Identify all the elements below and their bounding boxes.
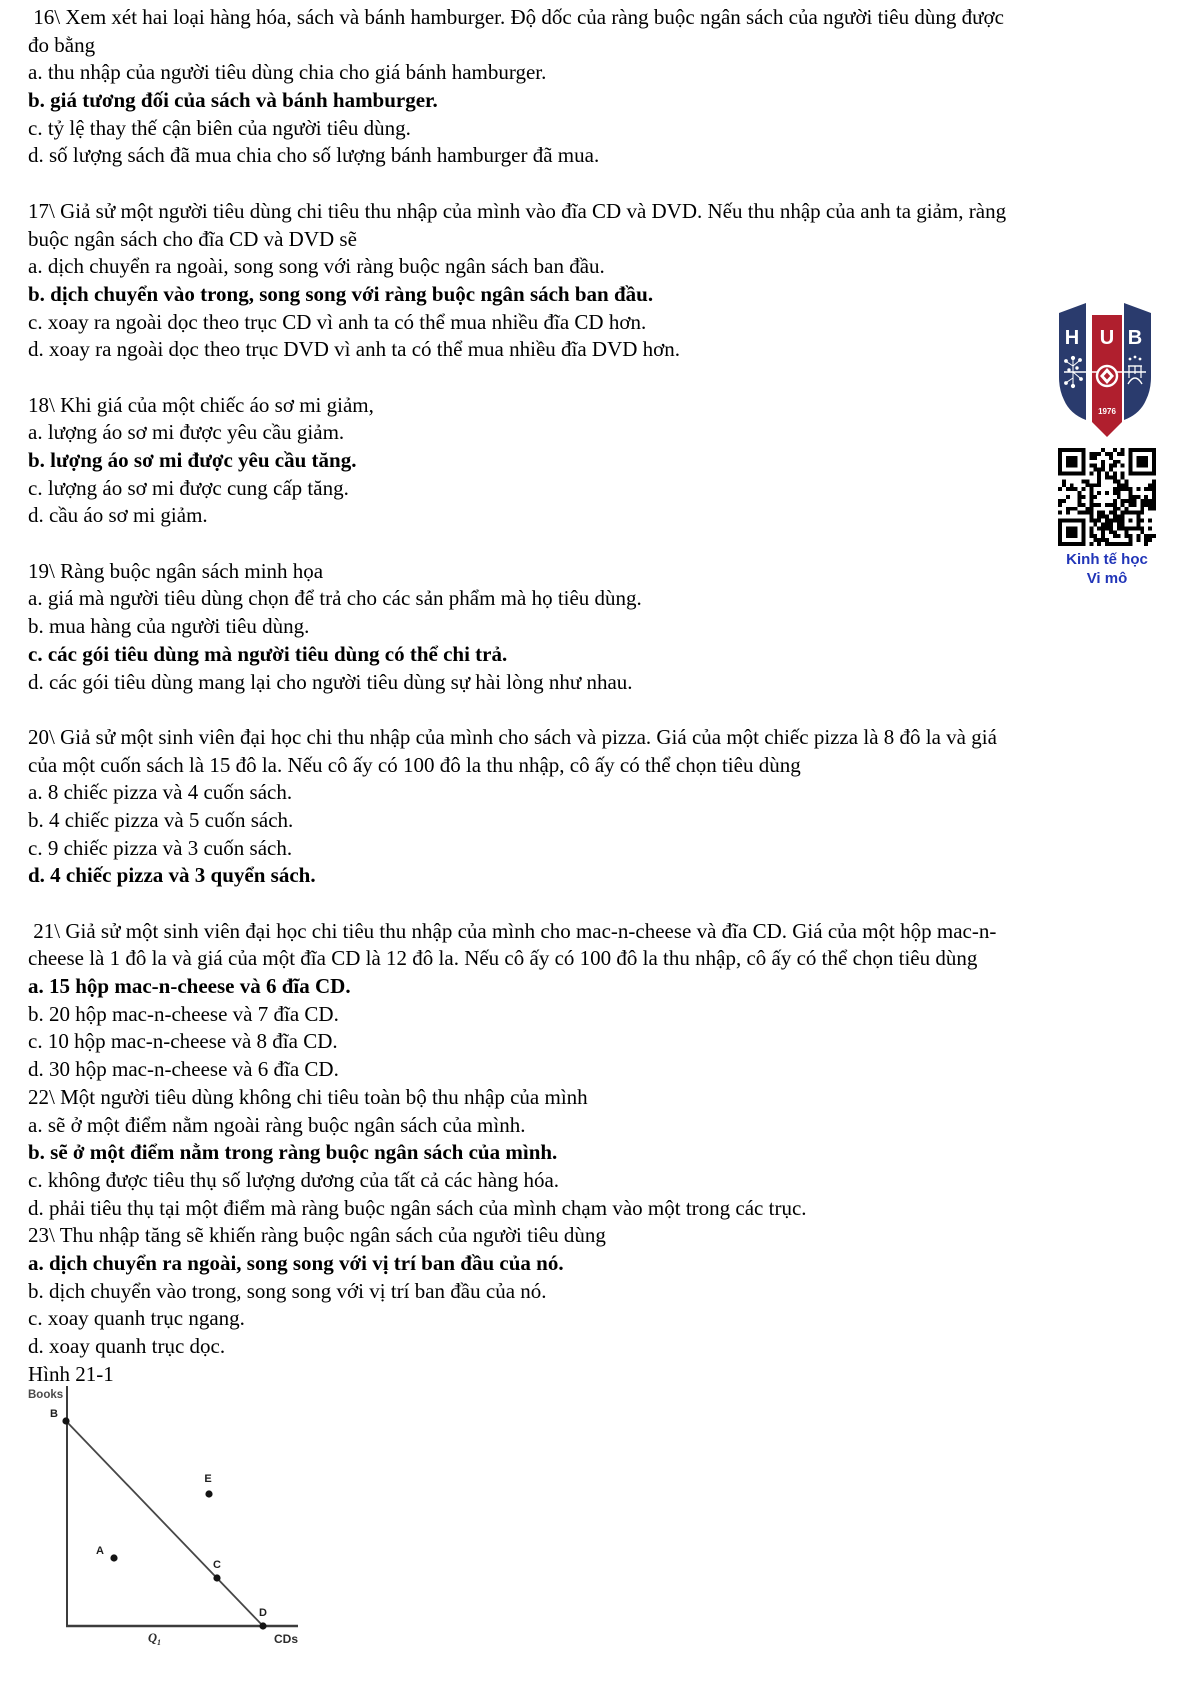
question-line: d. 30 hộp mac-n-cheese và 6 đĩa CD. — [28, 1057, 339, 1082]
question-line: a. lượng áo sơ mi được yêu cầu giảm. — [28, 420, 345, 445]
question-line: a. thu nhập của người tiêu dùng chia cho giá bánh hamburger. — [28, 60, 547, 85]
logo-letter-h: H — [1064, 327, 1080, 349]
question-line: d. xoay quanh trục dọc. — [28, 1334, 226, 1358]
answer-line-bold: a. dịch chuyển ra ngoài, song song với vị trí ban đầu của nó. — [28, 1250, 564, 1275]
question-line: c. xoay quanh trục ngang. — [28, 1306, 245, 1331]
figure-x-tick: $Q_1$ — [148, 1631, 162, 1647]
figure-xlabel: CDs — [274, 1632, 299, 1646]
question-line: c. lượng áo sơ mi được cung cấp tăng. — [28, 475, 349, 500]
figure-ylabel: Books — [28, 1389, 64, 1401]
question-line: a. sẽ ở một điểm nằm ngoài ràng buộc ngân sách của mình. — [28, 1112, 526, 1137]
answer-line-bold: b. lượng áo sơ mi được yêu cầu tăng. — [28, 448, 357, 472]
figure-point-label-d: D — [259, 1607, 267, 1619]
figure-point-b — [62, 1417, 69, 1424]
question-line: d. các gói tiêu dùng mang lại cho người tiêu dùng sự hài lòng như nhau. — [28, 669, 633, 694]
figure-point-label-b: B — [50, 1408, 58, 1420]
figure-point-c — [213, 1574, 220, 1581]
question-line: b. dịch chuyển vào trong, song song với vị trí ban đầu của nó. — [28, 1278, 547, 1303]
question-block — [28, 4, 1183, 170]
question-line: 18\ Khi giá của một chiếc áo sơ mi giảm, — [28, 392, 374, 417]
question-line: b. 4 chiếc pizza và 5 cuốn sách. — [28, 807, 294, 832]
question-line: c. xoay ra ngoài dọc theo trục CD vì anh ta có thể mua nhiều đĩa CD hơn. — [28, 309, 647, 334]
answer-line-bold: b. sẽ ở một điểm nằm trong ràng buộc ngân sách của mình. — [28, 1140, 558, 1165]
brand-caption-subject: Kinh tế học — [1066, 551, 1148, 568]
answer-line-bold: b. giá tương đối của sách và bánh hamburger. — [28, 88, 438, 113]
logo-letter-u: U — [1099, 327, 1115, 349]
question-line: đo bằng — [28, 32, 96, 57]
brand-caption-course: Vi mô — [1086, 570, 1128, 587]
logo-year: 1976 — [1098, 407, 1116, 416]
question-line: d. cầu áo sơ mi giảm. — [28, 503, 208, 528]
question-line: 19\ Ràng buộc ngân sách minh họa — [28, 558, 324, 583]
question-line: a. giá mà người tiêu dùng chọn để trả cho các sản phẩm mà họ tiêu dùng. — [28, 586, 642, 611]
logo-right-band — [1124, 303, 1151, 420]
figure-point-e — [205, 1490, 212, 1497]
question-line: 17\ Giả sử một người tiêu dùng chi tiêu thu nhập của mình vào đĩa CD và DVD. Nếu thu nhập của anh ta giảm, ràng — [28, 198, 1007, 223]
question-line: cheese là 1 đô la và giá của một đĩa CD là 12 đô la. Nếu cô ấy có 100 đô la thu nhập, cô ấy có thể chọn tiêu dùng — [28, 946, 978, 971]
figure-point-a — [110, 1554, 117, 1561]
answer-line-bold: c. các gói tiêu dùng mà người tiêu dùng có thể chi trả. — [28, 641, 508, 666]
question-block — [28, 198, 1183, 364]
question-block — [28, 724, 1183, 890]
question-line: buộc ngân sách cho đĩa CD và DVD sẽ — [28, 226, 357, 251]
figure-point-d — [259, 1622, 266, 1629]
budget-line — [66, 1421, 263, 1626]
question-block — [28, 1084, 1183, 1222]
qr-code — [1057, 448, 1157, 546]
logo-coin-emblem — [1097, 366, 1117, 386]
question-block — [28, 558, 1183, 696]
answer-line-bold: d. 4 chiếc pizza và 3 quyển sách. — [28, 863, 316, 888]
question-line: b. 20 hộp mac-n-cheese và 7 đĩa CD. — [28, 1001, 339, 1026]
budget-constraint-figure — [0, 1382, 320, 1684]
figure-point-label-e: E — [204, 1473, 212, 1485]
question-line: d. xoay ra ngoài dọc theo trục DVD vì anh ta có thể mua nhiều đĩa DVD hơn. — [28, 337, 681, 362]
question-line: c. không được tiêu thụ số lượng dương của tất cả các hàng hóa. — [28, 1167, 560, 1192]
question-line: 23\ Thu nhập tăng sẽ khiến ràng buộc ngân sách của người tiêu dùng — [28, 1223, 606, 1248]
question-line: c. tỷ lệ thay thế cận biên của người tiêu dùng. — [28, 115, 411, 140]
question-line: Hình 21-1 — [28, 1361, 114, 1386]
question-list — [28, 4, 1183, 1388]
question-line: d. số lượng sách đã mua chia cho số lượng bánh hamburger đã mua. — [28, 143, 600, 168]
hub-university-logo — [1058, 300, 1152, 442]
question-line: c. 10 hộp mac-n-cheese và 8 đĩa CD. — [28, 1029, 338, 1054]
question-line: a. dịch chuyển ra ngoài, song song với ràng buộc ngân sách ban đầu. — [28, 254, 605, 279]
question-line: 16\ Xem xét hai loại hàng hóa, sách và bánh hamburger. Độ dốc của ràng buộc ngân sách của người tiêu dùng được — [28, 5, 1004, 29]
question-line: của một cuốn sách là 15 đô la. Nếu cô ấy có 100 đô la thu nhập, cô ấy có thể chọn tiêu dùng — [28, 752, 801, 777]
figure-point-label-a: A — [96, 1545, 104, 1557]
question-line: 20\ Giả sử một sinh viên đại học chi thu nhập của mình cho sách và pizza. Giá của một chiếc pizza là 8 đô la và giá — [28, 724, 997, 749]
question-line: d. phải tiêu thụ tại một điểm mà ràng buộc ngân sách của mình chạm vào một trong các trục. — [28, 1195, 807, 1220]
question-line: 22\ Một người tiêu dùng không chi tiêu toàn bộ thu nhập của mình — [28, 1084, 588, 1109]
answer-line-bold: a. 15 hộp mac-n-cheese và 6 đĩa CD. — [28, 974, 351, 999]
question-block — [28, 392, 1183, 530]
answer-line-bold: b. dịch chuyển vào trong, song song với ràng buộc ngân sách ban đầu. — [28, 281, 654, 306]
logo-letter-b: B — [1127, 327, 1143, 349]
question-line: b. mua hàng của người tiêu dùng. — [28, 614, 310, 639]
question-line: c. 9 chiếc pizza và 3 cuốn sách. — [28, 835, 293, 860]
figure-point-label-c: C — [213, 1559, 221, 1571]
question-line: a. 8 chiếc pizza và 4 cuốn sách. — [28, 780, 293, 805]
question-block — [28, 918, 1183, 1084]
question-line: 21\ Giả sử một sinh viên đại học chi tiêu thu nhập của mình cho mac-n-cheese và đĩa CD. Giá của một hộp mac-n- — [28, 918, 997, 943]
question-block — [28, 1222, 1183, 1360]
